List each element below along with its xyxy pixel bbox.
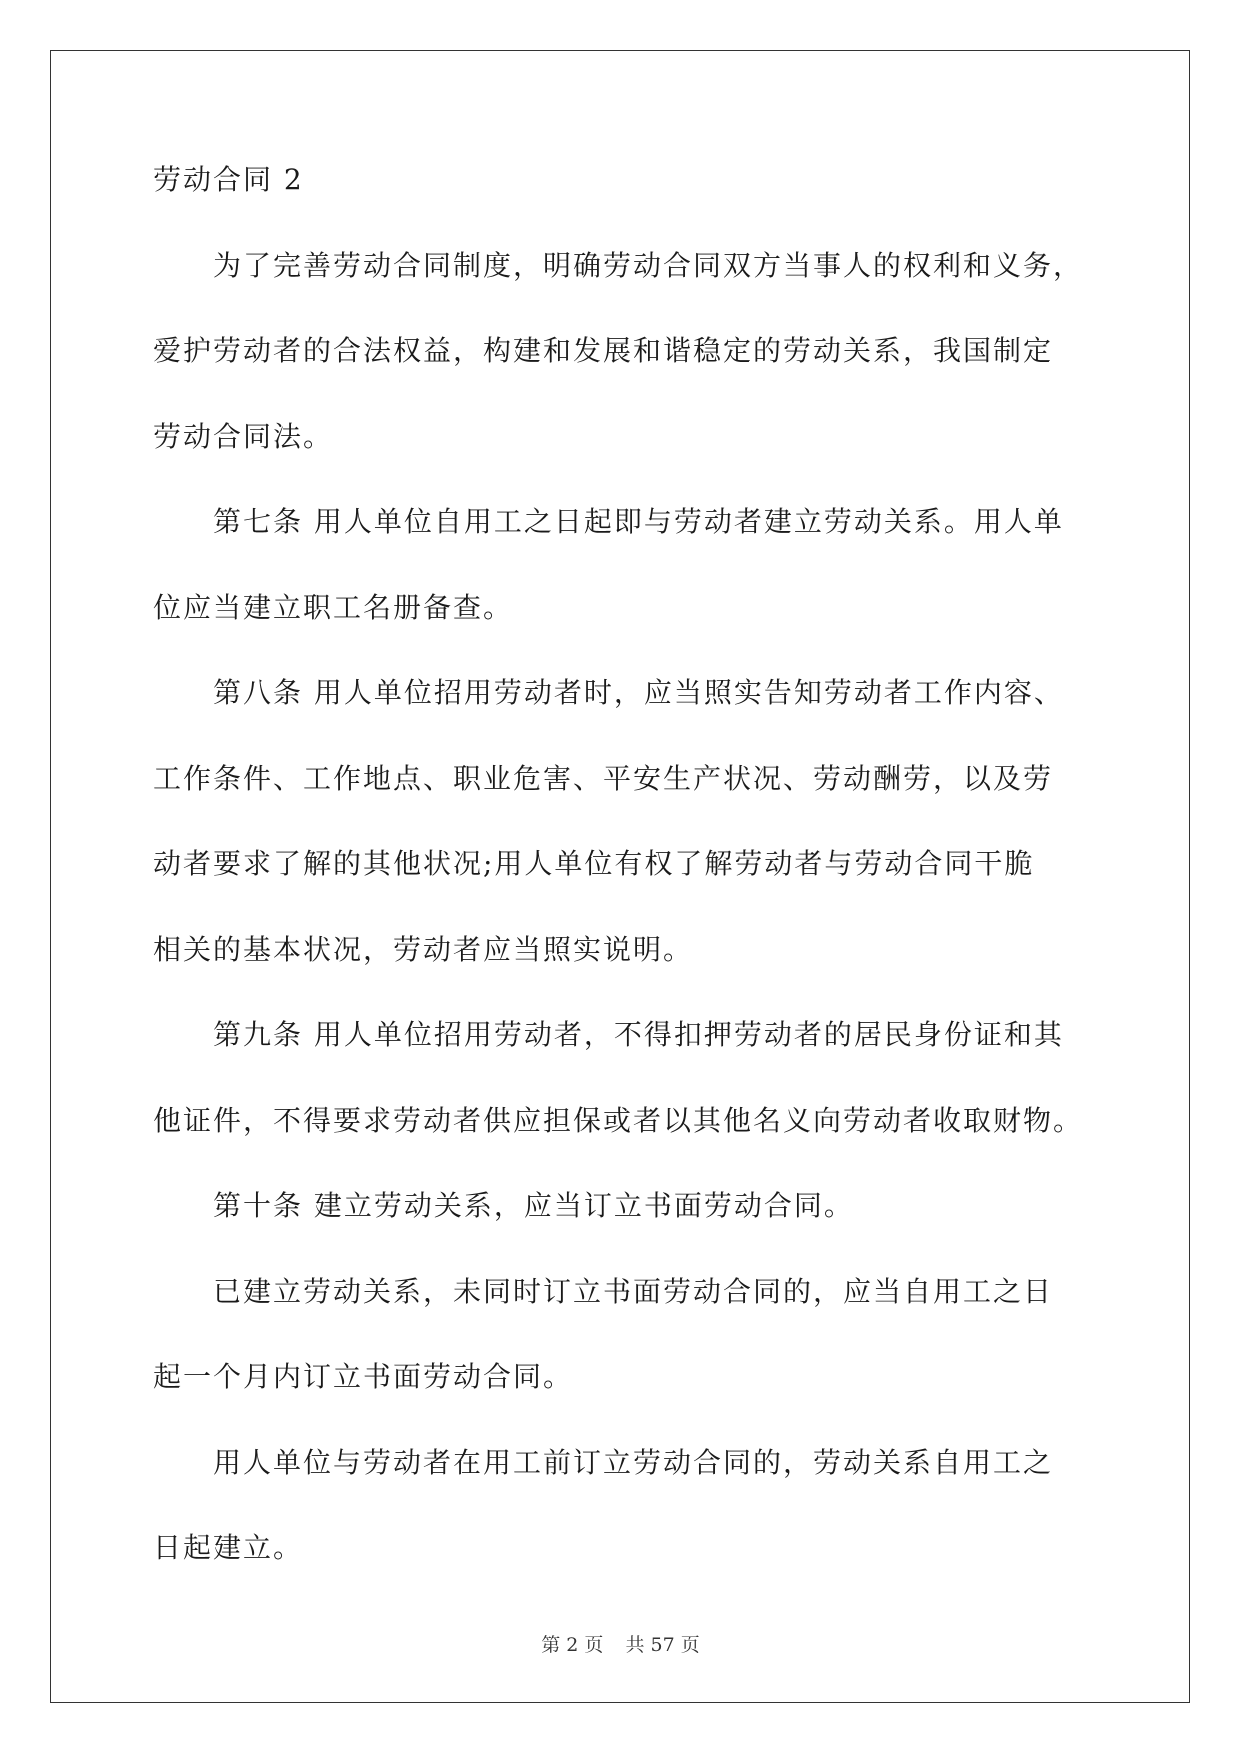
text-line: 第十条 建立劳动关系，应当订立书面劳动合同。 <box>153 1189 854 1222</box>
text-line: 起一个月内订立书面劳动合同。 <box>153 1360 574 1393</box>
page-number: 第 2 页 <box>541 1634 604 1656</box>
text-line: 爱护劳动者的合法权益，构建和发展和谐稳定的劳动关系，我国制定 <box>153 334 1054 367</box>
text-line: 他证件，不得要求劳动者供应担保或者以其他名义向劳动者收取财物。 <box>153 1103 1084 1137</box>
text-line: 第九条 用人单位招用劳动者，不得扣押劳动者的居民身份证和其 <box>153 1018 1064 1051</box>
text-line: 第八条 用人单位招用劳动者时，应当照实告知劳动者工作内容、 <box>153 676 1064 709</box>
document-body <box>153 160 1088 1614</box>
text-line: 用人单位与劳动者在用工前订立劳动合同的，劳动关系自用工之 <box>153 1445 1054 1479</box>
text-line: 已建立劳动关系，未同时订立书面劳动合同的，应当自用工之日 <box>153 1274 1054 1308</box>
text-line: 工作条件、工作地点、职业危害、平安生产状况、劳动酬劳，以及劳 <box>153 761 1054 795</box>
text-line: 第七条 用人单位自用工之日起即与劳动者建立劳动关系。用人单 <box>153 505 1064 538</box>
text-line: 日起建立。 <box>153 1531 304 1564</box>
document-title: 劳动合同 2 <box>153 163 304 196</box>
text-line: 动者要求了解的其他状况;用人单位有权了解劳动者与劳动合同干脆 <box>153 847 1035 880</box>
text-line: 位应当建立职工名册备查。 <box>153 590 514 624</box>
text-line: 相关的基本状况，劳动者应当照实说明。 <box>153 932 694 966</box>
text-line: 为了完善劳动合同制度，明确劳动合同双方当事人的权利和义务， <box>153 248 1084 282</box>
page-total: 共 57 页 <box>625 1634 700 1656</box>
page-footer <box>0 1630 1241 1657</box>
text-line: 劳动合同法。 <box>153 419 334 453</box>
